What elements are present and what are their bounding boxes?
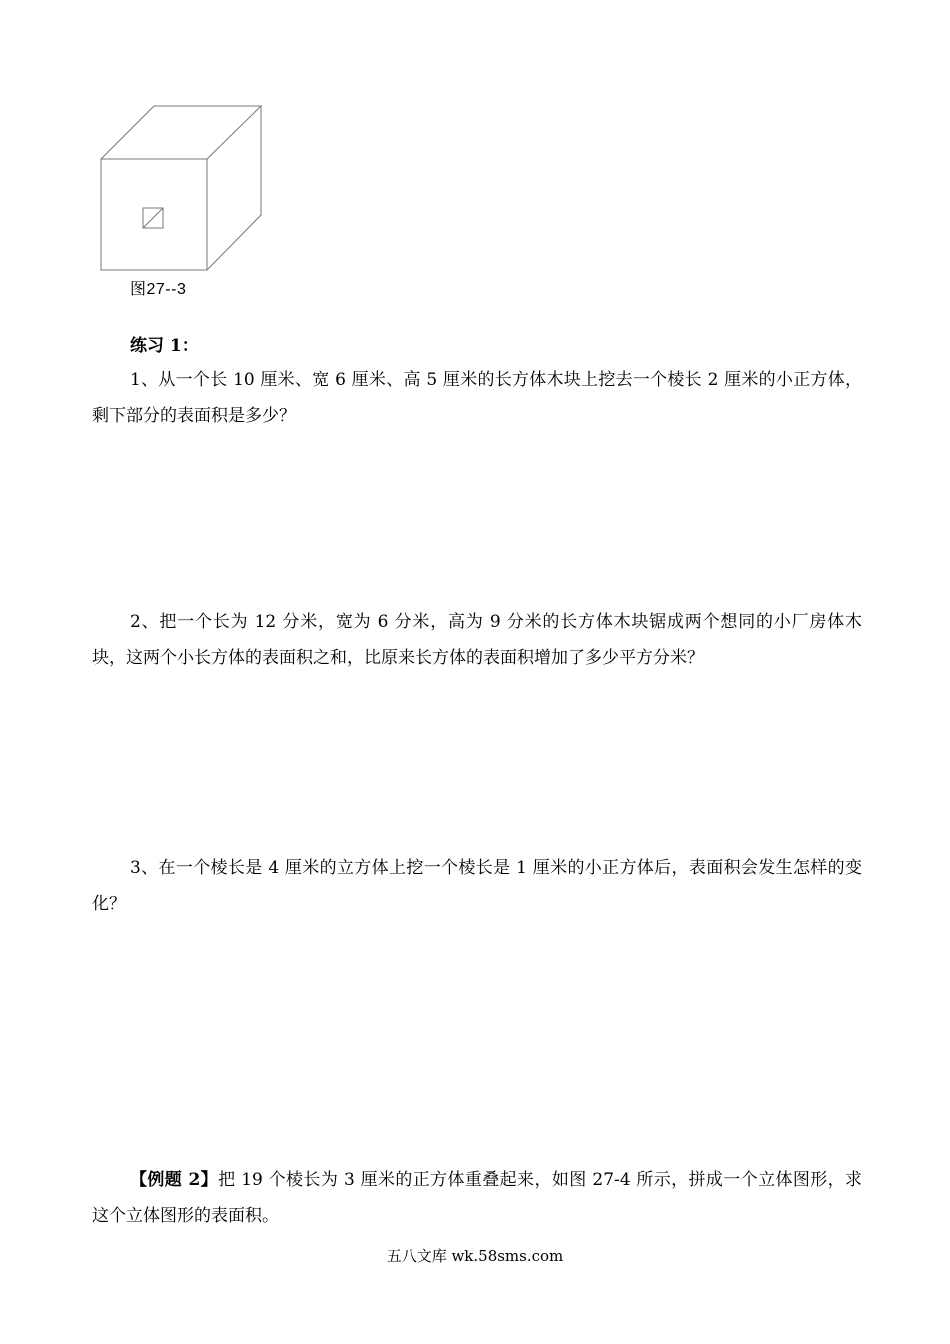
cube-front-face bbox=[101, 159, 207, 270]
example-label: 【例题 2】 bbox=[130, 1170, 219, 1190]
question-2: 2、把一个长为 12 分米，宽为 6 分米，高为 9 分米的长方体木块锯成两个想同的小厂房体木块，这两个小长方体的表面积之和，比原来长方体的表面积增加了多少平方分米？ bbox=[92, 612, 862, 668]
hole-diagonal bbox=[143, 208, 163, 228]
footer-watermark: 五八文库 wk.58sms.com bbox=[386, 1247, 564, 1265]
example-text: 把 19 个棱长为 3 厘米的正方体重叠起来，如图 27-4 所示，拼成一个立体图形，求这个立体图形的表面积。 bbox=[92, 1170, 862, 1226]
cube-figure bbox=[96, 100, 271, 275]
cube-top-face bbox=[101, 106, 261, 159]
question-1: 1、从一个长 10 厘米、宽 6 厘米、高 5 厘米的长方体木块上挖去一个棱长 2 厘米的小正方体，剩下部分的表面积是多少？ bbox=[92, 370, 862, 426]
cube-with-hole-icon bbox=[96, 100, 271, 275]
question-3: 3、在一个棱长是 4 厘米的立方体上挖一个棱长是 1 厘米的小正方体后，表面积会发生怎样的变化？ bbox=[92, 858, 862, 914]
practice-title: 练习 1： bbox=[130, 336, 199, 356]
figure-caption: 图27--3 bbox=[130, 281, 187, 298]
example-2 bbox=[92, 1162, 862, 1234]
cube-right-face bbox=[207, 106, 261, 270]
